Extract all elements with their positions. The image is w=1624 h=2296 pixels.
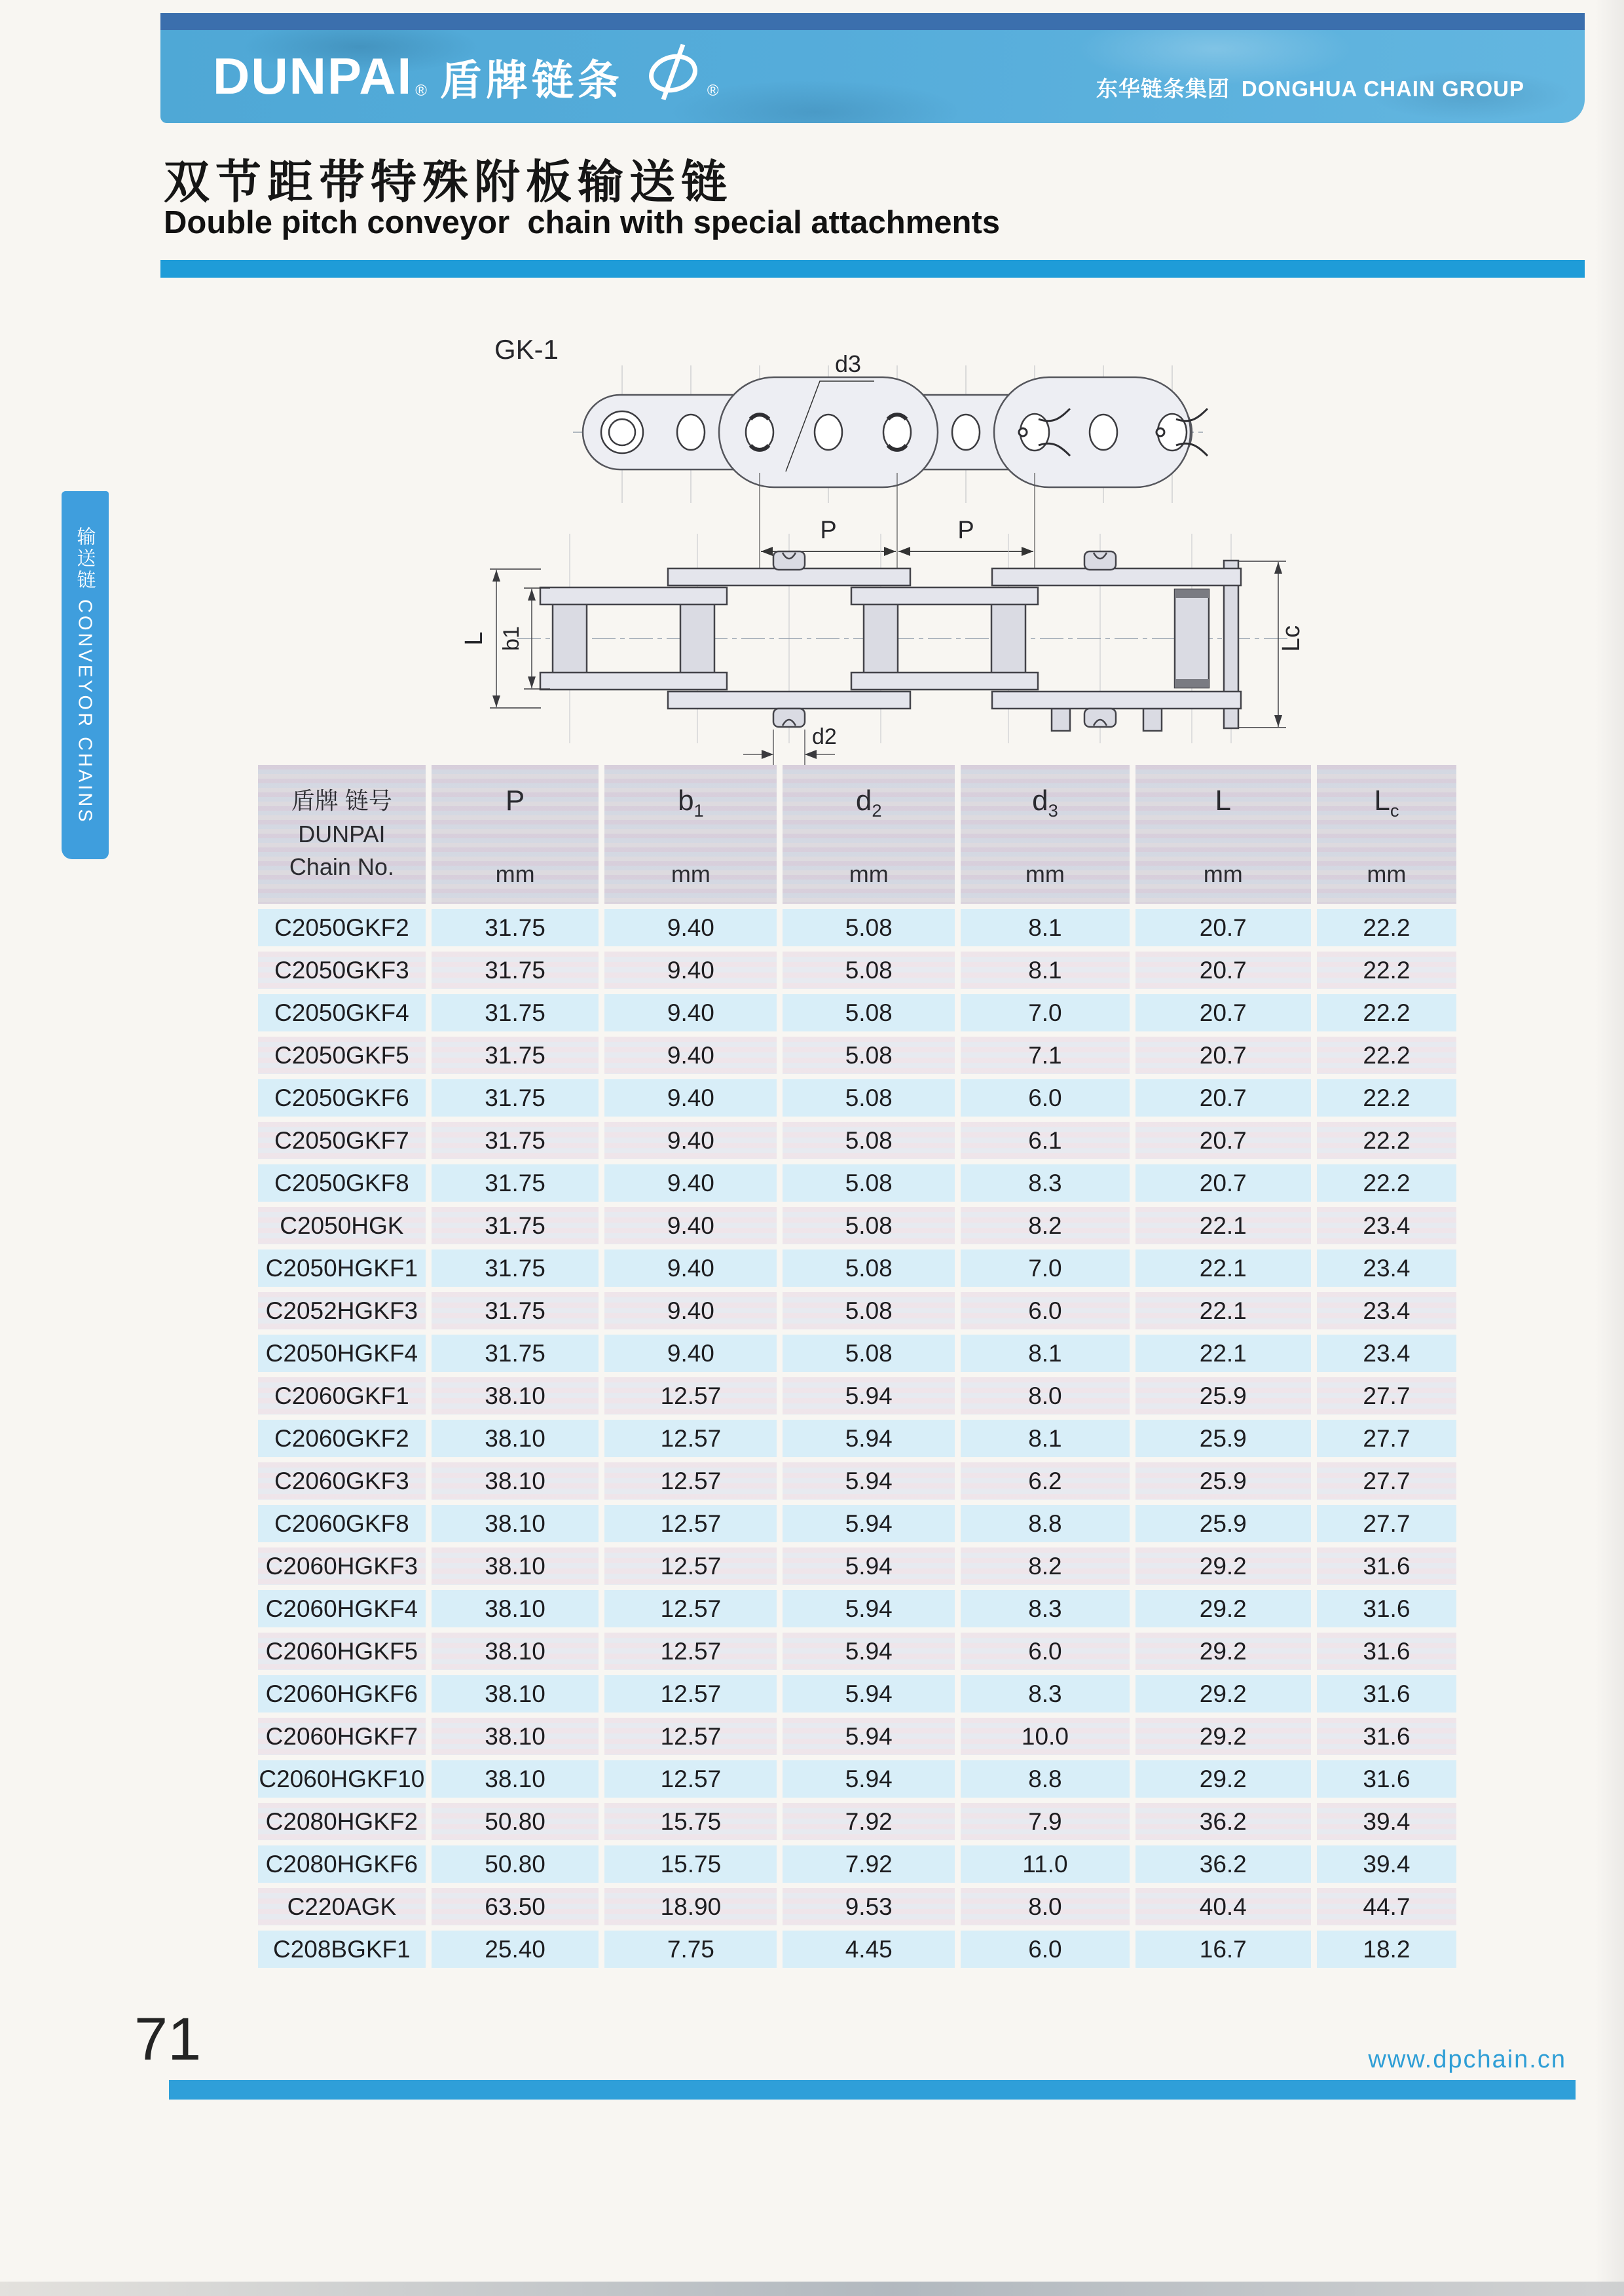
cell-chain-no: C2060GKF1 <box>258 1377 426 1415</box>
cell-value: 20.7 <box>1135 994 1311 1031</box>
registered-mark-logo: ® <box>707 82 719 100</box>
cell-chain-no: C2050HGK <box>258 1207 426 1244</box>
cell-value: 31.75 <box>432 1335 599 1372</box>
cell-chain-no: C2050GKF8 <box>258 1164 426 1202</box>
column-header-b1: $b_1$ mm <box>604 765 777 904</box>
cell-value: 25.9 <box>1135 1420 1311 1457</box>
cell-value: 5.08 <box>783 1037 955 1074</box>
variant-label: GK-1 <box>494 334 559 365</box>
cell-value: 20.7 <box>1135 909 1311 946</box>
cell-value: 31.6 <box>1317 1760 1456 1798</box>
cell-chain-no: C2060HGKF3 <box>258 1547 426 1585</box>
cell-value: 20.7 <box>1135 1079 1311 1117</box>
cell-value: 22.2 <box>1317 1079 1456 1117</box>
cell-chain-no: C2060HGKF6 <box>258 1675 426 1713</box>
table-row <box>258 909 1456 946</box>
cell-value: 5.94 <box>783 1633 955 1670</box>
cell-value: 8.0 <box>961 1888 1130 1925</box>
cell-value: 6.0 <box>961 1079 1130 1117</box>
cell-chain-no: C2060GKF2 <box>258 1420 426 1457</box>
cell-chain-no: C2080HGKF6 <box>258 1845 426 1883</box>
cell-value: 38.10 <box>432 1462 599 1500</box>
cell-value: 5.94 <box>783 1590 955 1627</box>
cell-value: 8.3 <box>961 1590 1130 1627</box>
cell-value: 6.0 <box>961 1292 1130 1329</box>
cell-value: 12.57 <box>604 1547 777 1585</box>
cell-value: 27.7 <box>1317 1377 1456 1415</box>
cell-value: 7.92 <box>783 1803 955 1840</box>
cell-chain-no: C2050GKF2 <box>258 909 426 946</box>
chain-no-label-en: Chain No. <box>289 853 394 881</box>
cell-value: 5.08 <box>783 1079 955 1117</box>
group-name-en: DONGHUA CHAIN GROUP <box>1241 77 1524 101</box>
brand-name-en: DUNPAI <box>213 47 413 105</box>
cell-value: 31.6 <box>1317 1590 1456 1627</box>
spec-table-body <box>258 909 1456 1968</box>
cell-chain-no: C208BGKF1 <box>258 1931 426 1968</box>
table-row <box>258 1931 1456 1968</box>
cell-value: 38.10 <box>432 1718 599 1755</box>
cell-value: 22.2 <box>1317 1037 1456 1074</box>
dim-label-Lc: Lc <box>1278 625 1305 652</box>
cell-value: 5.08 <box>783 952 955 989</box>
cell-value: 29.2 <box>1135 1675 1311 1713</box>
cell-value: 5.08 <box>783 1292 955 1329</box>
cell-value: 29.2 <box>1135 1718 1311 1755</box>
cell-value: 20.7 <box>1135 1037 1311 1074</box>
cell-value: 31.75 <box>432 1037 599 1074</box>
cell-value: 8.3 <box>961 1164 1130 1202</box>
cell-value: 8.0 <box>961 1377 1130 1415</box>
cell-value: 38.10 <box>432 1675 599 1713</box>
dim-label-b1: b1 <box>499 626 524 651</box>
cell-value: 9.40 <box>604 994 777 1031</box>
cell-value: 5.94 <box>783 1675 955 1713</box>
cell-chain-no: C2060HGKF5 <box>258 1633 426 1670</box>
registered-mark: ® <box>415 82 427 100</box>
table-row <box>258 1845 1456 1883</box>
table-row <box>258 1079 1456 1117</box>
group-name-cn: 东华链条集团 <box>1096 77 1230 101</box>
cell-chain-no: C2080HGKF2 <box>258 1803 426 1840</box>
cell-value: 22.2 <box>1317 994 1456 1031</box>
table-row <box>258 1675 1456 1713</box>
table-row <box>258 1377 1456 1415</box>
cell-value: 9.40 <box>604 1037 777 1074</box>
cell-value: 22.1 <box>1135 1335 1311 1372</box>
table-row <box>258 1590 1456 1627</box>
page-title-cn: 双节距带特殊附板输送链 <box>164 157 733 208</box>
cell-value: 4.45 <box>783 1931 955 1968</box>
cell-chain-no: C2050HGKF4 <box>258 1335 426 1372</box>
cell-value: 5.94 <box>783 1377 955 1415</box>
table-row <box>258 1250 1456 1287</box>
cell-value: 5.08 <box>783 1250 955 1287</box>
cell-value: 27.7 <box>1317 1462 1456 1500</box>
cell-value: 31.75 <box>432 909 599 946</box>
cell-chain-no: C2060GKF8 <box>258 1505 426 1542</box>
cell-value: 31.75 <box>432 994 599 1031</box>
cell-value: 9.53 <box>783 1888 955 1925</box>
cell-chain-no: C2050GKF7 <box>258 1122 426 1159</box>
column-header-lc: $L_c$ mm <box>1317 765 1456 904</box>
cell-value: 6.2 <box>961 1462 1130 1500</box>
chain-no-label-cn: 盾牌 链号 <box>291 787 392 815</box>
table-row <box>258 1462 1456 1500</box>
cell-value: 31.6 <box>1317 1547 1456 1585</box>
cell-value: 9.40 <box>604 1250 777 1287</box>
table-row <box>258 1037 1456 1074</box>
cell-value: 11.0 <box>961 1845 1130 1883</box>
page-number: 71 <box>134 2006 202 2073</box>
cell-value: 29.2 <box>1135 1633 1311 1670</box>
footer-bar <box>169 2080 1576 2100</box>
cell-value: 8.8 <box>961 1760 1130 1798</box>
cell-chain-no: C2050HGKF1 <box>258 1250 426 1287</box>
cell-chain-no: C2050GKF3 <box>258 952 426 989</box>
cell-value: 6.1 <box>961 1122 1130 1159</box>
cell-value: 38.10 <box>432 1505 599 1542</box>
cell-value: 38.10 <box>432 1547 599 1585</box>
header-top-strip <box>160 13 1585 30</box>
cell-value: 9.40 <box>604 1164 777 1202</box>
table-row <box>258 1718 1456 1755</box>
cell-value: 8.1 <box>961 1420 1130 1457</box>
cell-value: 25.40 <box>432 1931 599 1968</box>
column-header-l: L mm <box>1135 765 1311 904</box>
table-row <box>258 1164 1456 1202</box>
cell-value: 5.94 <box>783 1547 955 1585</box>
cell-value: 9.40 <box>604 1079 777 1117</box>
cell-value: 29.2 <box>1135 1547 1311 1585</box>
plan-view <box>494 334 1208 568</box>
cell-value: 22.1 <box>1135 1250 1311 1287</box>
table-row <box>258 1292 1456 1329</box>
cell-value: 36.2 <box>1135 1803 1311 1840</box>
cell-value: 5.94 <box>783 1505 955 1542</box>
cell-value: 8.1 <box>961 1335 1130 1372</box>
column-header-d3: $d_3$ mm <box>961 765 1130 904</box>
dim-label-p-left: P <box>820 517 837 544</box>
spec-table-header-row <box>258 765 1456 904</box>
table-row <box>258 952 1456 989</box>
cell-value: 39.4 <box>1317 1845 1456 1883</box>
cell-value: 12.57 <box>604 1420 777 1457</box>
cell-value: 8.1 <box>961 909 1130 946</box>
page-title-en: Double pitch conveyor chain with special attachments <box>164 205 1001 240</box>
cell-value: 31.75 <box>432 1164 599 1202</box>
cell-value: 9.40 <box>604 1335 777 1372</box>
cell-value: 5.08 <box>783 1335 955 1372</box>
cell-value: 7.9 <box>961 1803 1130 1840</box>
cell-value: 50.80 <box>432 1845 599 1883</box>
cell-value: 22.2 <box>1317 1122 1456 1159</box>
cell-value: 12.57 <box>604 1462 777 1500</box>
dim-label-d2: d2 <box>812 724 837 749</box>
cell-value: 6.0 <box>961 1931 1130 1968</box>
cell-value: 23.4 <box>1317 1250 1456 1287</box>
cell-value: 12.57 <box>604 1633 777 1670</box>
cell-value: 7.0 <box>961 1250 1130 1287</box>
cell-value: 8.1 <box>961 952 1130 989</box>
brand-name-cn: 盾牌链条 <box>439 57 623 104</box>
cell-value: 9.40 <box>604 909 777 946</box>
cell-value: 9.40 <box>604 952 777 989</box>
table-row <box>258 1633 1456 1670</box>
cell-chain-no: C2060GKF3 <box>258 1462 426 1500</box>
table-row <box>258 1547 1456 1585</box>
cell-value: 7.1 <box>961 1037 1130 1074</box>
cell-value: 22.2 <box>1317 1164 1456 1202</box>
cell-value: 5.08 <box>783 1122 955 1159</box>
cell-value: 7.0 <box>961 994 1130 1031</box>
cell-value: 63.50 <box>432 1888 599 1925</box>
cell-value: 8.8 <box>961 1505 1130 1542</box>
cell-value: 29.2 <box>1135 1590 1311 1627</box>
cell-value: 5.08 <box>783 909 955 946</box>
cell-value: 29.2 <box>1135 1760 1311 1798</box>
cell-chain-no: C2050GKF6 <box>258 1079 426 1117</box>
cell-value: 8.2 <box>961 1207 1130 1244</box>
title-divider-bar <box>160 260 1585 278</box>
chain-no-label-brand: DUNPAI <box>298 820 386 847</box>
cell-value: 23.4 <box>1317 1207 1456 1244</box>
dp-logo-icon <box>642 41 705 107</box>
cell-value: 38.10 <box>432 1633 599 1670</box>
cell-value: 5.08 <box>783 1164 955 1202</box>
cell-chain-no: C2060HGKF4 <box>258 1590 426 1627</box>
table-row <box>258 994 1456 1031</box>
cell-value: 12.57 <box>604 1675 777 1713</box>
table-row <box>258 1760 1456 1798</box>
chapter-side-tab <box>62 491 109 859</box>
cell-value: 5.94 <box>783 1718 955 1755</box>
cell-value: 18.2 <box>1317 1931 1456 1968</box>
cell-value: 39.4 <box>1317 1803 1456 1840</box>
cell-value: 8.2 <box>961 1547 1130 1585</box>
column-header-p: P mm <box>432 765 599 904</box>
cell-value: 18.90 <box>604 1888 777 1925</box>
cell-value: 12.57 <box>604 1590 777 1627</box>
cell-chain-no: C2050GKF4 <box>258 994 426 1031</box>
table-row <box>258 1803 1456 1840</box>
cell-value: 27.7 <box>1317 1505 1456 1542</box>
cell-value: 38.10 <box>432 1377 599 1415</box>
cell-value: 5.08 <box>783 1207 955 1244</box>
cell-value: 16.7 <box>1135 1931 1311 1968</box>
cell-chain-no: C2050GKF5 <box>258 1037 426 1074</box>
dim-label-L: L <box>460 631 488 646</box>
cell-value: 31.75 <box>432 1250 599 1287</box>
cell-value: 25.9 <box>1135 1505 1311 1542</box>
cell-chain-no: C220AGK <box>258 1888 426 1925</box>
group-name <box>1096 72 1524 103</box>
cell-value: 31.6 <box>1317 1675 1456 1713</box>
cell-value: 20.7 <box>1135 952 1311 989</box>
cell-value: 5.94 <box>783 1420 955 1457</box>
header-band <box>160 30 1585 123</box>
dim-label-d3: d3 <box>834 350 862 377</box>
cell-value: 15.75 <box>604 1803 777 1840</box>
cell-value: 31.6 <box>1317 1633 1456 1670</box>
brand-block <box>213 41 723 105</box>
cell-value: 31.75 <box>432 952 599 989</box>
table-row <box>258 1888 1456 1925</box>
cell-value: 9.40 <box>604 1122 777 1159</box>
cell-value: 22.2 <box>1317 909 1456 946</box>
cell-value: 6.0 <box>961 1633 1130 1670</box>
spec-table <box>252 760 1462 1973</box>
scan-edge-right <box>1595 0 1624 2296</box>
table-row <box>258 1420 1456 1457</box>
column-header-d2: $d_2$ mm <box>783 765 955 904</box>
cell-value: 31.6 <box>1317 1718 1456 1755</box>
column-header-chain-no <box>258 765 426 904</box>
dim-label-p-right: P <box>957 517 974 544</box>
cell-value: 25.9 <box>1135 1462 1311 1500</box>
side-view <box>460 534 1305 766</box>
cell-value: 12.57 <box>604 1377 777 1415</box>
cell-value: 10.0 <box>961 1718 1130 1755</box>
table-row <box>258 1122 1456 1159</box>
cell-value: 15.75 <box>604 1845 777 1883</box>
cell-value: 22.2 <box>1317 952 1456 989</box>
cell-chain-no: C2060HGKF7 <box>258 1718 426 1755</box>
cell-value: 50.80 <box>432 1803 599 1840</box>
cell-value: 9.40 <box>604 1292 777 1329</box>
cell-value: 20.7 <box>1135 1164 1311 1202</box>
cell-value: 7.92 <box>783 1845 955 1883</box>
cell-value: 44.7 <box>1317 1888 1456 1925</box>
cell-value: 38.10 <box>432 1420 599 1457</box>
cell-value: 7.75 <box>604 1931 777 1968</box>
cell-value: 9.40 <box>604 1207 777 1244</box>
cell-value: 22.1 <box>1135 1292 1311 1329</box>
scan-edge-bottom <box>0 2282 1624 2296</box>
website-url: www.dpchain.cn <box>1368 2046 1566 2073</box>
cell-value: 25.9 <box>1135 1377 1311 1415</box>
cell-value: 5.94 <box>783 1462 955 1500</box>
cell-value: 20.7 <box>1135 1122 1311 1159</box>
table-row <box>258 1335 1456 1372</box>
cell-value: 31.75 <box>432 1292 599 1329</box>
cell-value: 38.10 <box>432 1760 599 1798</box>
cell-value: 12.57 <box>604 1760 777 1798</box>
cell-value: 36.2 <box>1135 1845 1311 1883</box>
cell-value: 31.75 <box>432 1079 599 1117</box>
cell-chain-no: C2060HGKF10 <box>258 1760 426 1798</box>
cell-value: 40.4 <box>1135 1888 1311 1925</box>
table-row <box>258 1207 1456 1244</box>
cell-value: 22.1 <box>1135 1207 1311 1244</box>
technical-drawing <box>419 308 1336 766</box>
cell-value: 23.4 <box>1317 1292 1456 1329</box>
cell-value: 38.10 <box>432 1590 599 1627</box>
cell-chain-no: C2052HGKF3 <box>258 1292 426 1329</box>
cell-value: 23.4 <box>1317 1335 1456 1372</box>
cell-value: 8.3 <box>961 1675 1130 1713</box>
cell-value: 12.57 <box>604 1505 777 1542</box>
cell-value: 31.75 <box>432 1207 599 1244</box>
cell-value: 12.57 <box>604 1718 777 1755</box>
cell-value: 31.75 <box>432 1122 599 1159</box>
cell-value: 5.94 <box>783 1760 955 1798</box>
cell-value: 5.08 <box>783 994 955 1031</box>
table-row <box>258 1505 1456 1542</box>
chapter-side-tab-label: 输送链 CONVEYOR CHAINS <box>74 526 96 824</box>
cell-value: 27.7 <box>1317 1420 1456 1457</box>
